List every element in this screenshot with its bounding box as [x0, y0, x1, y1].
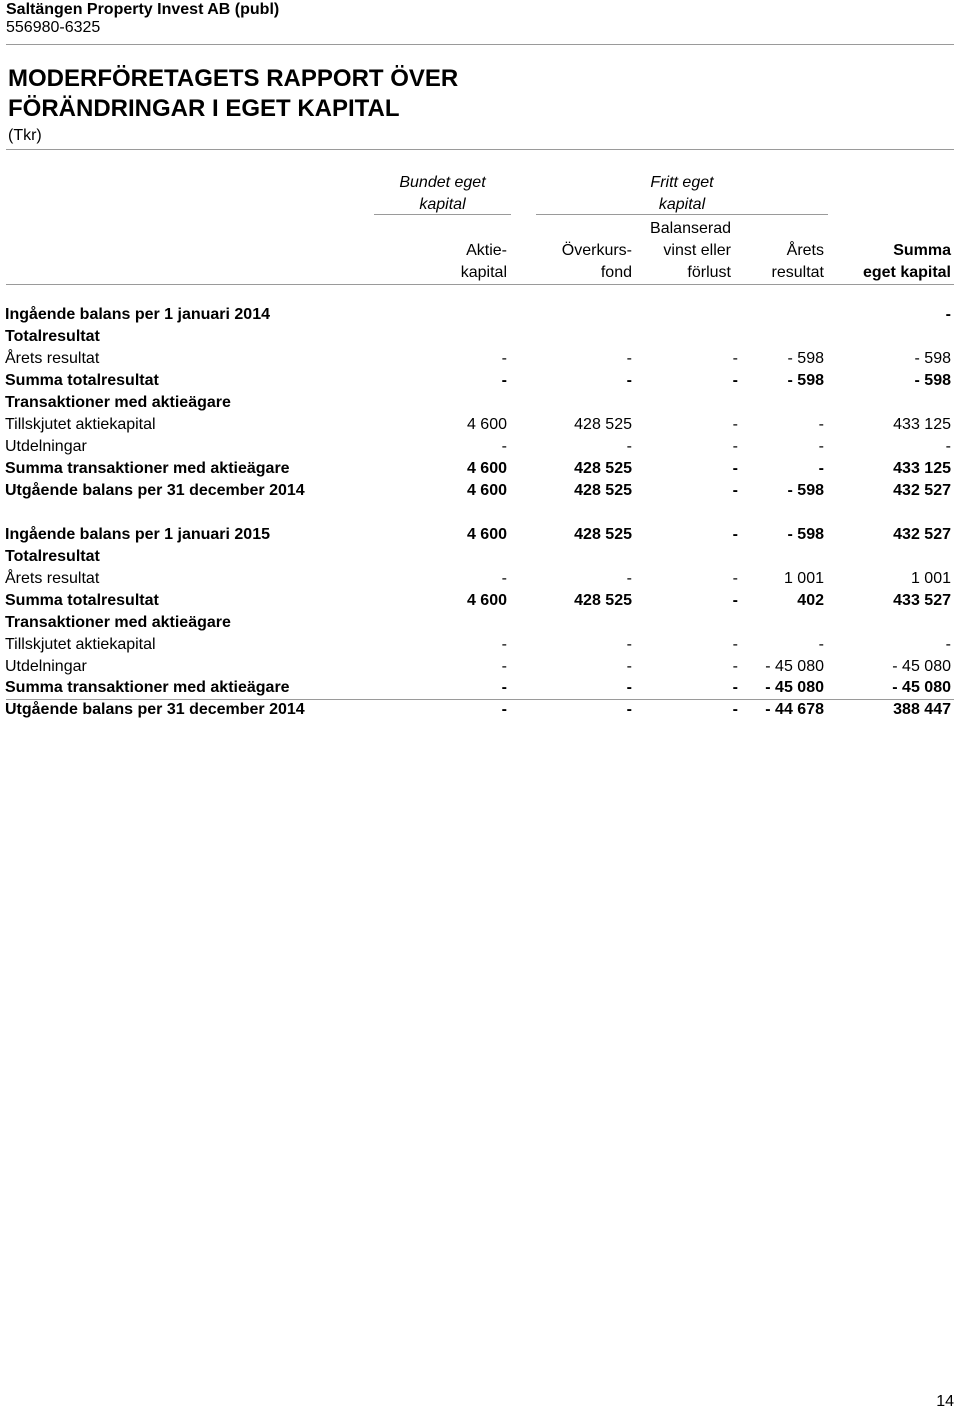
title-divider [6, 149, 954, 150]
table-row [0, 392, 960, 414]
cell-value: - 598 [914, 350, 951, 367]
cell-value: - [626, 679, 632, 696]
cell-value: 428 525 [574, 482, 632, 499]
bundet-header-line2: kapital [419, 196, 466, 213]
cell-value: - [626, 372, 632, 389]
cell-value: 4 600 [466, 460, 507, 477]
cell-value: - [818, 438, 824, 455]
row-label: Summa totalresultat [5, 372, 159, 389]
org-number: 556980-6325 [6, 19, 101, 36]
table-row [0, 458, 960, 480]
cell-value: 432 527 [893, 482, 951, 499]
cell-value: - [732, 460, 738, 477]
row-label: Summa transaktioner med aktieägare [5, 460, 290, 477]
page-number: 14 [936, 1393, 954, 1410]
bundet-header-line1: Bundet eget [399, 174, 486, 191]
fritt-header-line1: Fritt eget [650, 174, 714, 191]
cell-value: - [818, 416, 824, 433]
row-label: Transaktioner med aktieägare [5, 614, 231, 631]
table-row [0, 699, 960, 721]
table-row [0, 480, 960, 502]
cell-value: 432 527 [893, 526, 951, 543]
fritt-header-line2: kapital [658, 196, 706, 213]
cell-value: - [626, 636, 632, 653]
balanserad-header-line1: Balanserad [650, 220, 731, 237]
table-row [0, 656, 960, 678]
unit-label: (Tkr) [8, 127, 42, 144]
row-label: Utgående balans per 31 december 2014 [5, 482, 305, 499]
table-row [0, 612, 960, 634]
cell-value: 388 447 [893, 701, 951, 718]
row-label: Totalresultat [5, 328, 100, 345]
table-row [0, 304, 960, 326]
cell-value: - [501, 570, 507, 587]
header-divider [6, 284, 954, 285]
cell-value: 1 001 [910, 570, 951, 587]
row-label: Ingående balans per 1 januari 2015 [5, 526, 270, 543]
cell-value: 4 600 [466, 592, 507, 609]
row-label: Tillskjutet aktiekapital [5, 416, 156, 433]
cell-value: 433 527 [893, 592, 951, 609]
row-label: Transaktioner med aktieägare [5, 394, 231, 411]
report-title-line2: FÖRÄNDRINGAR I EGET KAPITAL [8, 95, 400, 122]
cell-value: 428 525 [574, 460, 632, 477]
overkursfond-header-line1: Överkurs- [561, 242, 632, 259]
cell-value: - 598 [914, 372, 951, 389]
cell-value: - [501, 636, 507, 653]
cell-value: - [626, 701, 632, 718]
cell-value: 433 125 [893, 460, 951, 477]
cell-value: - [732, 350, 738, 367]
cell-value: - [732, 416, 738, 433]
cell-value: - [626, 658, 632, 675]
cell-value: - [818, 460, 824, 477]
balanserad-header-line3: förlust [687, 264, 731, 281]
cell-value: - 45 080 [765, 658, 824, 675]
cell-value: - 598 [787, 372, 824, 389]
row-label: Utgående balans per 31 december 2014 [5, 701, 305, 718]
row-label: Summa totalresultat [5, 592, 159, 609]
cell-value: - [818, 636, 824, 653]
row-label: Summa transaktioner med aktieägare [5, 679, 290, 696]
table-row [0, 326, 960, 348]
table-row [0, 546, 960, 568]
cell-value: 433 125 [893, 416, 951, 433]
table-row [0, 677, 960, 699]
cell-value: - 598 [787, 350, 824, 367]
company-name: Saltängen Property Invest AB (publ) [6, 1, 280, 18]
cell-value: - [732, 636, 738, 653]
cell-value: - 598 [787, 526, 824, 543]
cell-value: - [501, 372, 507, 389]
cell-value: - [732, 570, 738, 587]
cell-value: - [732, 526, 738, 543]
cell-value: - [732, 438, 738, 455]
cell-value: - [945, 306, 951, 323]
row-divider [6, 699, 954, 700]
table-row [0, 568, 960, 590]
fritt-underline [536, 214, 828, 215]
overkursfond-header-line2: fond [600, 264, 632, 281]
table-row [0, 634, 960, 656]
cell-value: - [626, 350, 632, 367]
cell-value: 4 600 [466, 416, 507, 433]
row-label: Ingående balans per 1 januari 2014 [5, 306, 270, 323]
cell-value: 4 600 [466, 526, 507, 543]
row-label: Årets resultat [5, 350, 100, 367]
report-title-line1: MODERFÖRETAGETS RAPPORT ÖVER [8, 65, 459, 92]
cell-value: 428 525 [574, 416, 632, 433]
cell-value: - [945, 438, 951, 455]
cell-value: - 44 678 [765, 701, 824, 718]
cell-value: - [501, 679, 507, 696]
aktiekapital-header-line1: Aktie- [466, 242, 507, 259]
cell-value: 428 525 [574, 526, 632, 543]
row-label: Årets resultat [5, 570, 100, 587]
cell-value: - [501, 438, 507, 455]
cell-value: 1 001 [783, 570, 824, 587]
cell-value: - [501, 658, 507, 675]
cell-value: - [626, 438, 632, 455]
table-row [0, 590, 960, 612]
cell-value: - [501, 701, 507, 718]
summa-header-line1: Summa [893, 242, 951, 259]
cell-value: 428 525 [574, 592, 632, 609]
arets-resultat-header-line2: resultat [771, 264, 824, 281]
top-divider [6, 44, 954, 45]
cell-value: - 598 [787, 482, 824, 499]
cell-value: - [626, 570, 632, 587]
row-label: Totalresultat [5, 548, 100, 565]
cell-value: - 45 080 [892, 658, 951, 675]
row-label: Tillskjutet aktiekapital [5, 636, 156, 653]
cell-value: - [501, 350, 507, 367]
cell-value: - 45 080 [765, 679, 824, 696]
row-label: Utdelningar [5, 438, 87, 455]
table-row [0, 348, 960, 370]
bundet-underline [374, 214, 511, 215]
cell-value: - [732, 679, 738, 696]
balanserad-header-line2: vinst eller [663, 242, 731, 259]
cell-value: - [732, 701, 738, 718]
table-row [0, 436, 960, 458]
cell-value: 402 [797, 592, 824, 609]
cell-value: - [732, 592, 738, 609]
table-row [0, 524, 960, 546]
row-label: Utdelningar [5, 658, 87, 675]
cell-value: - [945, 636, 951, 653]
aktiekapital-header-line2: kapital [460, 264, 507, 281]
summa-header-line2: eget kapital [862, 264, 951, 281]
cell-value: - [732, 372, 738, 389]
cell-value: 4 600 [466, 482, 507, 499]
table-row [0, 370, 960, 392]
cell-value: - [732, 658, 738, 675]
arets-resultat-header-line1: Årets [786, 242, 824, 259]
cell-value: - [732, 482, 738, 499]
table-row [0, 414, 960, 436]
cell-value: - 45 080 [892, 679, 951, 696]
